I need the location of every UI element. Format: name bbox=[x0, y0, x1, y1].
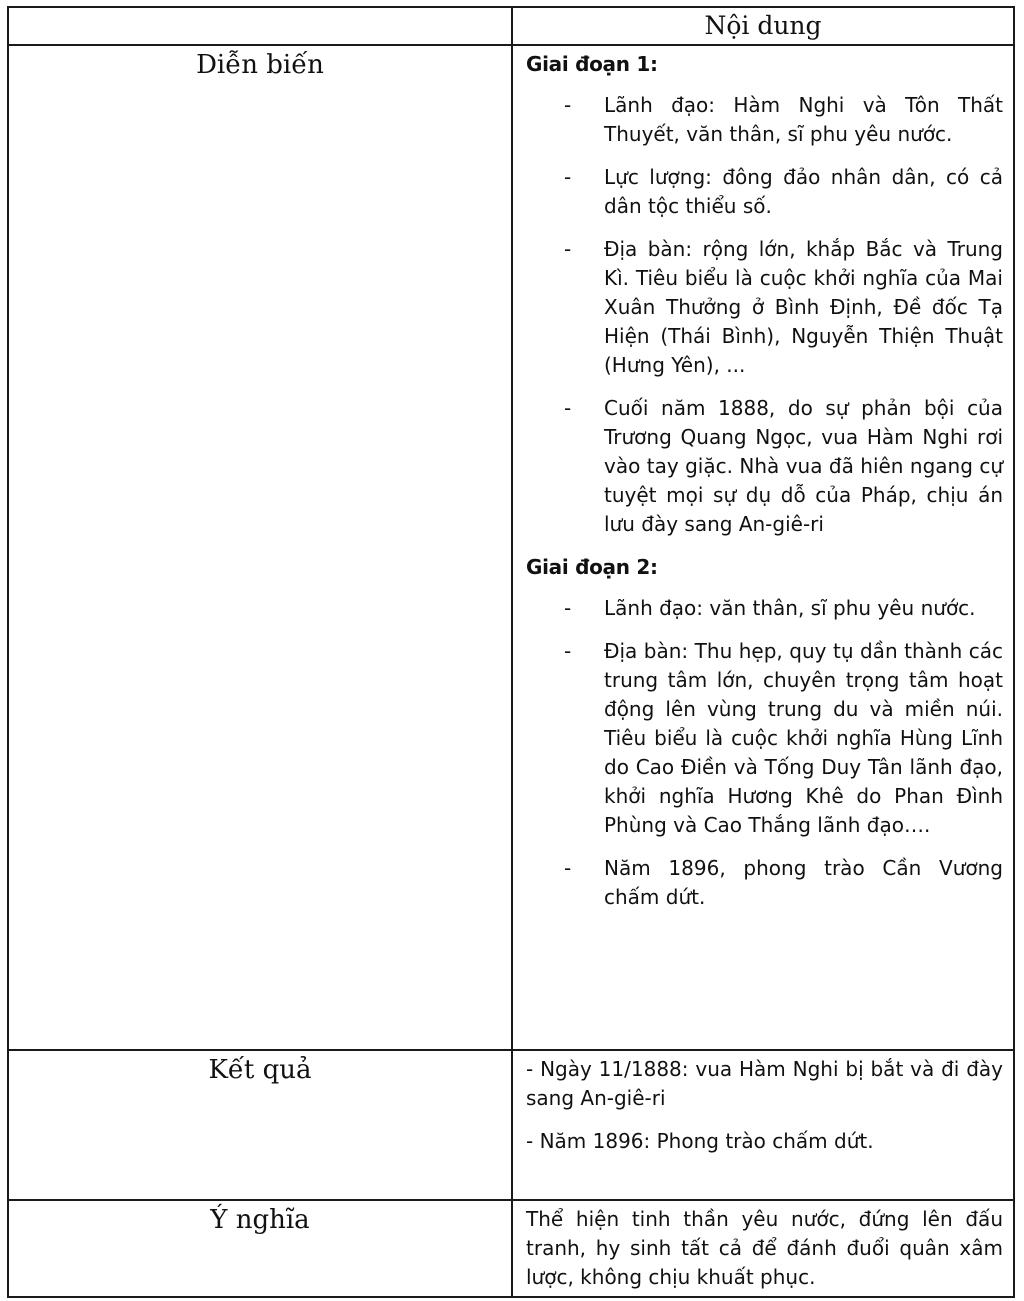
table-row-dien-bien bbox=[8, 45, 1014, 1050]
list-item-text: Cuối năm 1888, do sự phản bội của Trương Quang Ngọc, vua Hàm Nghi rơi vào tay giặc. Nhà vua đã hiên ngang cự tuyệt mọi sự dụ dỗ của Pháp, chịu án lưu đày sang An-giê-ri bbox=[604, 396, 1003, 536]
list-item-text: Lãnh đạo: Hàm Nghi và Tôn Thất Thuyết, văn thân, sĩ phu yêu nước. bbox=[604, 93, 1003, 146]
row-label-y-nghia: Ý nghĩa bbox=[8, 1200, 512, 1297]
list-item bbox=[526, 637, 1003, 840]
header-row bbox=[8, 7, 1014, 45]
list-item bbox=[526, 854, 1003, 912]
result-line: - Ngày 11/1888: vua Hàm Nghi bị bắt và đi đày sang An-giê-ri bbox=[526, 1057, 1003, 1110]
list-item bbox=[526, 235, 1003, 380]
result-line: - Năm 1896: Phong trào chấm dứt. bbox=[526, 1129, 874, 1153]
significance-text: Thể hiện tinh thần yêu nước, đứng lên đấu tranh, hy sinh tất cả để đánh đuổi quân xâm lược, không chịu khuất phục. bbox=[526, 1207, 1003, 1289]
row-content-ket-qua bbox=[512, 1050, 1014, 1200]
dash-bullet: - bbox=[564, 639, 572, 663]
dash-bullet: - bbox=[564, 596, 572, 620]
list-item-text: Địa bàn: rộng lớn, khắp Bắc và Trung Kì. Tiêu biểu là cuộc khởi nghĩa của Mai Xuân Thưởng ở Bình Định, Đề đốc Tạ Hiện (Thái Bình), Nguyễn Thiện Thuật (Hưng Yên), ... bbox=[604, 237, 1003, 377]
row-label-ket-qua: Kết quả bbox=[8, 1050, 512, 1200]
content-table bbox=[7, 6, 1015, 1298]
row-content-y-nghia bbox=[512, 1200, 1014, 1297]
list-item bbox=[526, 163, 1003, 221]
header-cell-content: Nội dung bbox=[512, 7, 1014, 45]
dash-bullet: - bbox=[564, 237, 572, 261]
list-item bbox=[526, 394, 1003, 539]
table-row-ket-qua bbox=[8, 1050, 1014, 1200]
stage-2-title: Giai đoạn 2: bbox=[526, 555, 658, 579]
list-item-text: Lực lượng: đông đảo nhân dân, có cả dân tộc thiểu số. bbox=[604, 165, 1003, 218]
dash-bullet: - bbox=[564, 856, 572, 880]
stage-2-list bbox=[526, 594, 1003, 912]
dash-bullet: - bbox=[564, 93, 572, 117]
row-label-dien-bien: Diễn biến bbox=[8, 45, 512, 1050]
list-item-text: Địa bàn: Thu hẹp, quy tụ dần thành các trung tâm lớn, chuyên trọng tâm hoạt động lên vùng trung du và miền núi. Tiêu biểu là cuộc khởi nghĩa Hùng Lĩnh do Cao Điền và Tống Duy Tân lãnh đạo, khởi nghĩa Hương Khê do Phan Đình Phùng và Cao Thắng lãnh đạo…. bbox=[604, 639, 1003, 837]
list-item bbox=[526, 594, 1003, 623]
list-item-text: Lãnh đạo: văn thân, sĩ phu yêu nước. bbox=[604, 596, 976, 620]
header-cell-empty bbox=[8, 7, 512, 45]
table-row-y-nghia bbox=[8, 1200, 1014, 1297]
stage-1-list bbox=[526, 91, 1003, 539]
list-item bbox=[526, 91, 1003, 149]
list-item-text: Năm 1896, phong trào Cần Vương chấm dứt. bbox=[604, 856, 1003, 909]
dash-bullet: - bbox=[564, 165, 572, 189]
dash-bullet: - bbox=[564, 396, 572, 420]
stage-1-title: Giai đoạn 1: bbox=[526, 52, 658, 76]
row-content-dien-bien bbox=[512, 45, 1014, 1050]
